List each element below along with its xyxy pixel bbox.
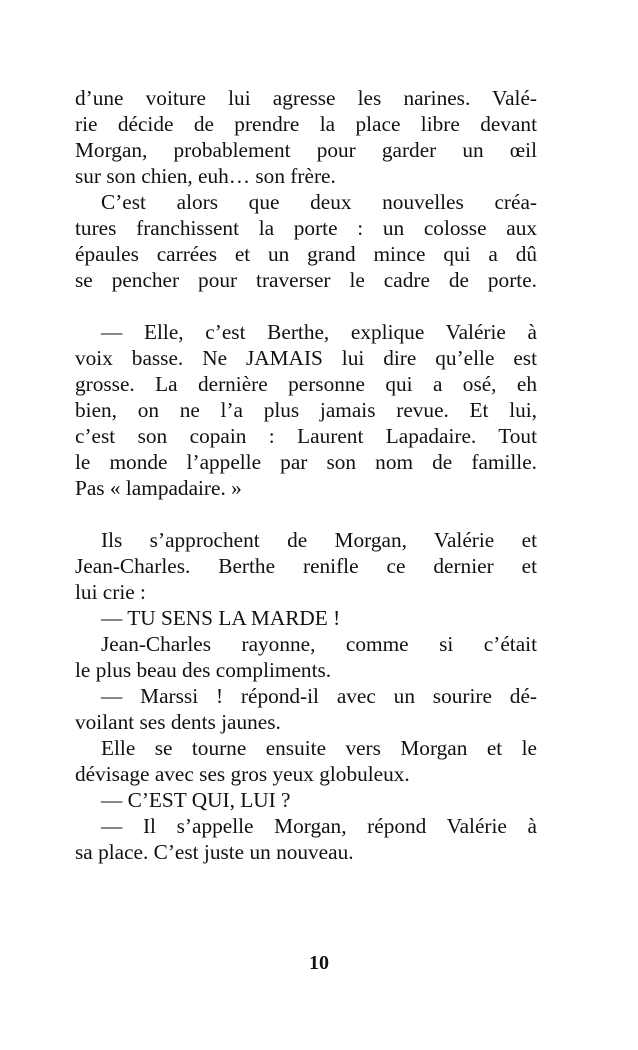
text-line: Jean-Charles rayonne, comme si c’était	[101, 632, 537, 656]
paragraph-dialogue-marssi	[75, 683, 537, 735]
page-number: 10	[309, 952, 329, 974]
text-line: c’est son copain : Laurent Lapadaire. Tout	[75, 424, 537, 448]
text-line: épaules carrées et un grand mince qui a dû	[75, 242, 537, 266]
text-line: Jean-Charles. Berthe renifle ce dernier et	[75, 554, 537, 578]
text-line: Elle se tourne ensuite vers Morgan et le	[101, 736, 537, 760]
section-gap	[75, 501, 537, 527]
text-line: Morgan, probablement pour garder un œil	[75, 138, 537, 162]
paragraph-stare	[75, 735, 537, 787]
paragraph-approach	[75, 527, 537, 605]
paragraph-dialogue-berthe	[75, 319, 537, 501]
text-line: lui crie :	[75, 580, 146, 604]
paragraph-new-creatures	[75, 189, 537, 293]
text-line: Pas « lampadaire. »	[75, 476, 242, 500]
text-line: C’est alors que deux nouvelles créa-	[101, 190, 537, 214]
text-line: d’une voiture lui agresse les narines. Valé-	[75, 86, 537, 110]
paragraph-dialogue-question	[75, 787, 537, 813]
text-line: grosse. La dernière personne qui a osé, eh	[75, 372, 537, 396]
text-line: se pencher pour traverser le cadre de porte.	[75, 268, 537, 292]
text-line: dévisage avec ses gros yeux globuleux.	[75, 762, 410, 786]
paragraph-dialogue-shout	[75, 605, 537, 631]
book-page-text	[75, 85, 537, 865]
text-line: bien, on ne l’a plus jamais revue. Et lui,	[75, 398, 537, 422]
text-line: sur son chien, euh… son frère.	[75, 164, 336, 188]
paragraph-continuation	[75, 85, 537, 189]
text-line: voilant ses dents jaunes.	[75, 710, 281, 734]
paragraph-dialogue-answer	[75, 813, 537, 865]
section-gap	[75, 293, 537, 319]
text-line: — C’EST QUI, LUI ?	[101, 788, 291, 812]
text-line: voix basse. Ne JAMAIS lui dire qu’elle est	[75, 346, 537, 370]
text-line: le monde l’appelle par son nom de famille.	[75, 450, 537, 474]
text-line: rie décide de prendre la place libre devant	[75, 112, 537, 136]
text-line: tures franchissent la porte : un colosse aux	[75, 216, 537, 240]
text-line: — Il s’appelle Morgan, répond Valérie à	[101, 814, 537, 838]
text-line: Ils s’approchent de Morgan, Valérie et	[101, 528, 537, 552]
text-line: — Marssi ! répond-il avec un sourire dé-	[101, 684, 537, 708]
text-line: le plus beau des compliments.	[75, 658, 332, 682]
text-line: — TU SENS LA MARDE !	[101, 606, 341, 630]
text-line: — Elle, c’est Berthe, explique Valérie à	[101, 320, 537, 344]
paragraph-jean-charles	[75, 631, 537, 683]
text-line: sa place. C’est juste un nouveau.	[75, 840, 354, 864]
